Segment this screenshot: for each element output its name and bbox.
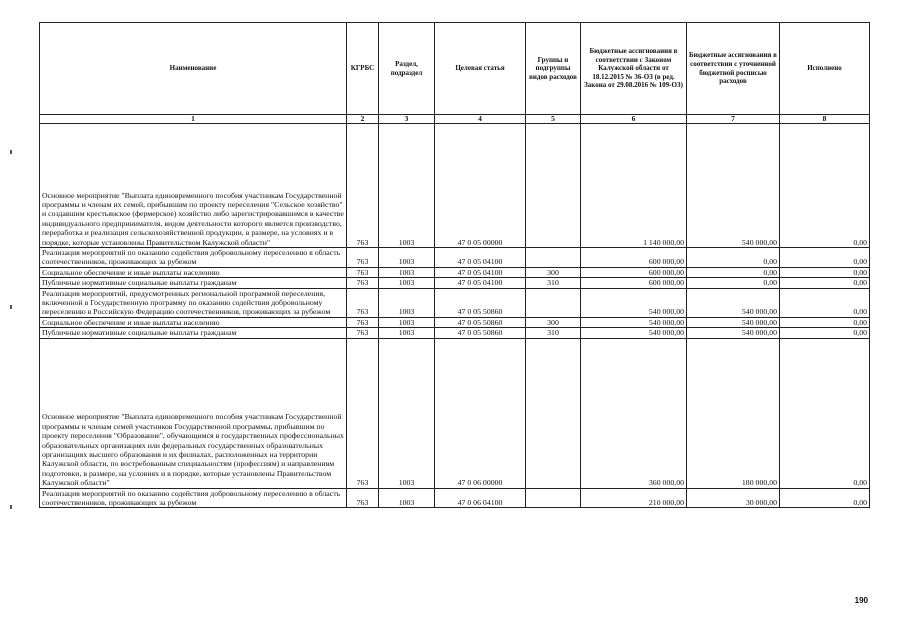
row-refined: 0,00 <box>687 267 780 277</box>
column-number: 1 <box>40 115 347 124</box>
row-group <box>526 338 581 488</box>
row-name: Социальное обеспечение и иные выплаты населению <box>40 267 347 277</box>
header-kgrbs: КГРБС <box>347 23 379 115</box>
row-refined: 180 000,00 <box>687 338 780 488</box>
header-assigned: Бюджетные ассигнования в соответствии с Законом Калужской области от 18.12.2015 № 36-ОЗ (в ред. Закона от 29.08.2016 № 109-ОЗ) <box>581 23 687 115</box>
column-number: 7 <box>687 115 780 124</box>
row-name: Реализация мероприятий по оказанию содействия добровольному переселению в область соотечественников, проживающих за рубежом <box>40 248 347 268</box>
row-name: Реализация мероприятий по оказанию содействия добровольному переселению в область соотечественников, проживающих за рубежом <box>40 488 347 508</box>
row-refined: 540 000,00 <box>687 328 780 338</box>
row-section: 1003 <box>379 288 435 317</box>
row-section: 1003 <box>379 124 435 248</box>
row-group <box>526 124 581 248</box>
row-name: Основное мероприятие "Выплата единовременного пособия участникам Государственной программы и членам их семей, прибывшим по проекту переселения "Сельское хозяйство" и создавшим крестьянское (фермерское) хозяйство либо зарегистрировавшимся в качестве индивидуального предпринимателя, видом деятельности которого является производство, переработка и реализация сельскохозяйственной продукции, в размере, на условиях и в порядке, которые установлены Правительством Калужской области" <box>40 124 347 248</box>
row-section: 1003 <box>379 488 435 508</box>
row-target: 47 0 05 04100 <box>435 278 526 288</box>
row-assigned: 540 000,00 <box>581 328 687 338</box>
row-refined: 540 000,00 <box>687 317 780 327</box>
row-executed: 0,00 <box>780 338 870 488</box>
row-assigned: 600 000,00 <box>581 248 687 268</box>
row-kgrbs: 763 <box>347 338 379 488</box>
row-kgrbs: 763 <box>347 328 379 338</box>
table-row <box>40 267 870 277</box>
row-executed: 0,00 <box>780 488 870 508</box>
row-group: 300 <box>526 317 581 327</box>
table-row <box>40 317 870 327</box>
header-groups: Группы и подгруппы видов расходов <box>526 23 581 115</box>
column-number: 4 <box>435 115 526 124</box>
header-refined: Бюджетные ассигнования в соответствии с уточненной бюджетной росписью расходов <box>687 23 780 115</box>
row-assigned: 600 000,00 <box>581 267 687 277</box>
row-section: 1003 <box>379 267 435 277</box>
column-number: 3 <box>379 115 435 124</box>
table-row <box>40 328 870 338</box>
row-kgrbs: 763 <box>347 288 379 317</box>
row-refined: 0,00 <box>687 248 780 268</box>
column-number: 5 <box>526 115 581 124</box>
row-assigned: 540 000,00 <box>581 317 687 327</box>
row-target: 47 0 05 50860 <box>435 328 526 338</box>
page-number: 190 <box>854 596 868 605</box>
row-assigned: 360 000,00 <box>581 338 687 488</box>
row-group <box>526 488 581 508</box>
row-assigned: 540 000,00 <box>581 288 687 317</box>
row-target: 47 0 06 04100 <box>435 488 526 508</box>
row-executed: 0,00 <box>780 124 870 248</box>
row-kgrbs: 763 <box>347 317 379 327</box>
row-group <box>526 248 581 268</box>
row-kgrbs: 763 <box>347 488 379 508</box>
row-refined: 30 000,00 <box>687 488 780 508</box>
row-executed: 0,00 <box>780 288 870 317</box>
row-refined: 540 000,00 <box>687 288 780 317</box>
row-group <box>526 288 581 317</box>
table-row <box>40 288 870 317</box>
row-refined: 0,00 <box>687 278 780 288</box>
table-row <box>40 248 870 268</box>
row-target: 47 0 05 04100 <box>435 267 526 277</box>
row-executed: 0,00 <box>780 328 870 338</box>
row-section: 1003 <box>379 328 435 338</box>
row-executed: 0,00 <box>780 317 870 327</box>
row-section: 1003 <box>379 248 435 268</box>
row-executed: 0,00 <box>780 278 870 288</box>
column-number: 6 <box>581 115 687 124</box>
column-number: 2 <box>347 115 379 124</box>
header-executed: Исполнено <box>780 23 870 115</box>
row-target: 47 0 06 00000 <box>435 338 526 488</box>
table-row <box>40 338 870 488</box>
row-section: 1003 <box>379 278 435 288</box>
row-kgrbs: 763 <box>347 124 379 248</box>
column-number-row <box>40 115 870 124</box>
row-target: 47 0 05 04100 <box>435 248 526 268</box>
scan-mark <box>10 150 12 154</box>
row-assigned: 600 000,00 <box>581 278 687 288</box>
row-name: Публичные нормативные социальные выплаты гражданам <box>40 328 347 338</box>
row-assigned: 210 000,00 <box>581 488 687 508</box>
row-target: 47 0 05 50860 <box>435 317 526 327</box>
header-name: Наименование <box>40 23 347 115</box>
column-number: 8 <box>780 115 870 124</box>
table-row <box>40 488 870 508</box>
row-name: Основное мероприятие "Выплата единовременного пособия участникам Государственной программы и членам семей участников Государственной программы, прибывшим по проекту переселения "Образование", обучающимся в государственных профессиональных образовательных организациях или федеральных государственных образовательных организациях высшего образования и их филиалах, расположенных на территории Калужской области, по востребованным специальностям (профессиям) и направлениям подготовки, в размере, на условиях и в порядке, которые установлены Правительством Калужской области" <box>40 338 347 488</box>
row-executed: 0,00 <box>780 248 870 268</box>
row-group: 300 <box>526 267 581 277</box>
table-row <box>40 278 870 288</box>
row-group: 310 <box>526 278 581 288</box>
budget-table <box>39 22 870 508</box>
row-name: Социальное обеспечение и иные выплаты населению <box>40 317 347 327</box>
header-section: Раздел, подраздел <box>379 23 435 115</box>
table-row <box>40 124 870 248</box>
row-target: 47 0 05 00000 <box>435 124 526 248</box>
header-row <box>40 23 870 115</box>
row-assigned: 1 140 000,00 <box>581 124 687 248</box>
scan-mark <box>10 505 12 509</box>
header-target: Целевая статья <box>435 23 526 115</box>
row-kgrbs: 763 <box>347 248 379 268</box>
row-name: Реализация мероприятий, предусмотренных региональной программой переселения, включенной в Государственную программу по оказанию содействия добровольному переселению в Российскую Федерацию соотечественников, проживающих за рубежом <box>40 288 347 317</box>
row-kgrbs: 763 <box>347 267 379 277</box>
row-name: Публичные нормативные социальные выплаты гражданам <box>40 278 347 288</box>
row-kgrbs: 763 <box>347 278 379 288</box>
row-group: 310 <box>526 328 581 338</box>
row-executed: 0,00 <box>780 267 870 277</box>
row-refined: 540 000,00 <box>687 124 780 248</box>
row-section: 1003 <box>379 338 435 488</box>
row-section: 1003 <box>379 317 435 327</box>
scan-mark <box>10 305 12 309</box>
row-target: 47 0 05 50860 <box>435 288 526 317</box>
